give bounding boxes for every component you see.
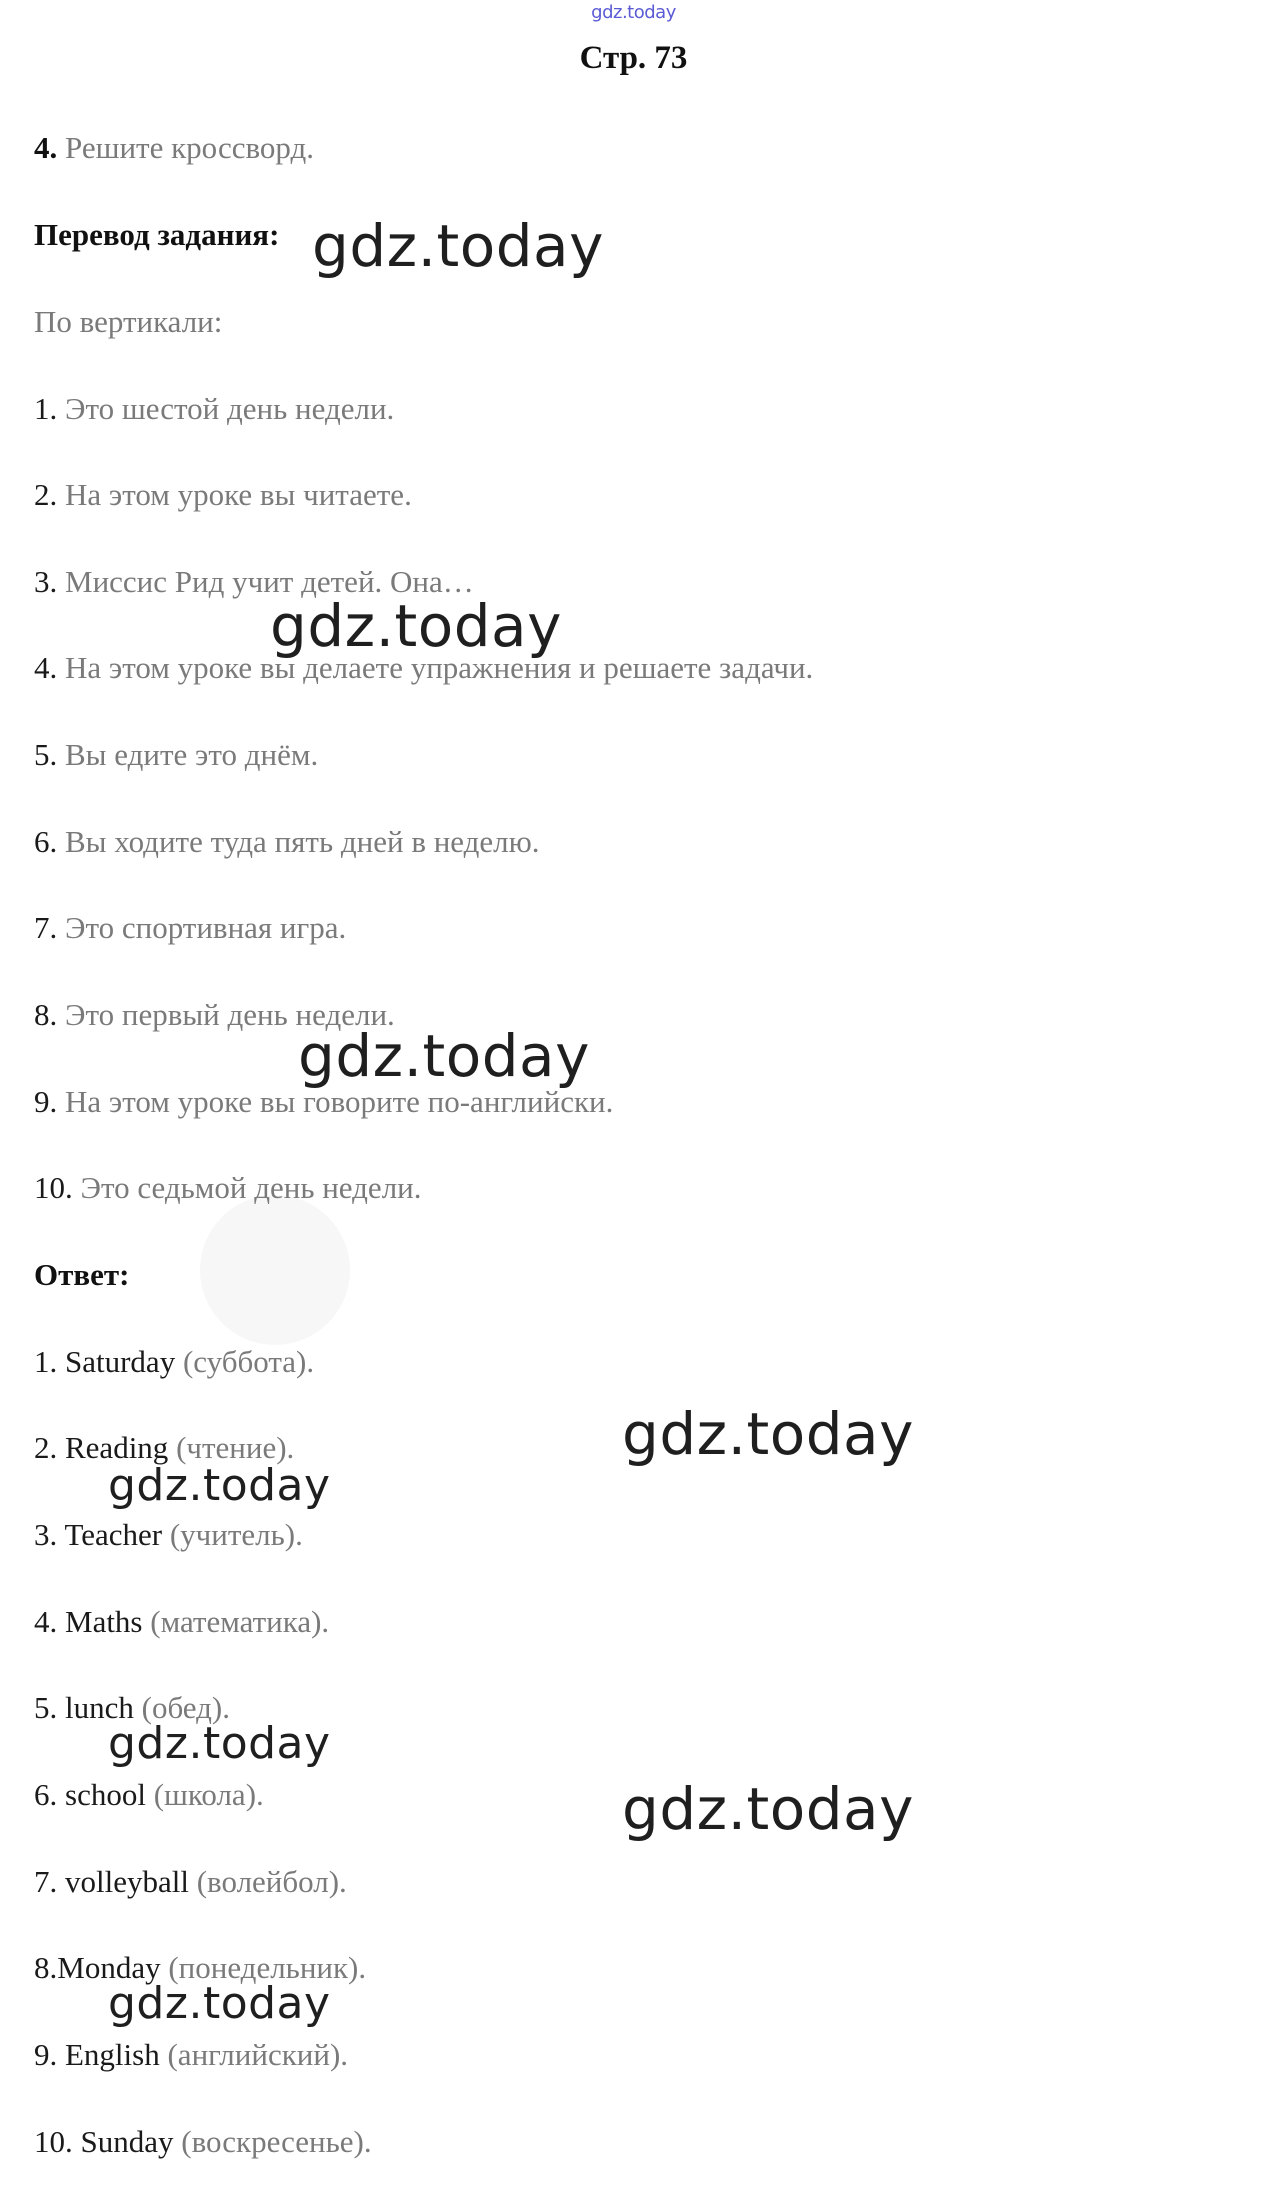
clue-text: Вы ходите туда пять дней в неделю. [57,824,540,859]
answer-translation: (суббота). [175,1344,315,1379]
clue-text: На этом уроке вы говорите по-английски. [57,1084,614,1119]
clue-text: Это седьмой день недели. [72,1170,422,1205]
clue-item [34,1168,422,1208]
page-title: Стр. 73 [579,40,688,76]
task-line [34,128,314,168]
answer-item [34,2035,348,2075]
clue-text: На этом уроке вы делаете упражнения и решаете задачи. [57,650,814,685]
clue-number: 6. [34,824,58,859]
answer-word: 3. Teacher [34,1517,163,1552]
clue-item [34,822,540,862]
answer-translation: (воскресенье). [173,2124,372,2159]
watermark: gdz.today [108,1718,331,1769]
answer-word: 10. Sunday [34,2124,174,2159]
watermark: gdz.today [622,1775,914,1843]
answer-word: 9. English [34,2037,160,2072]
clue-number: 7. [34,910,58,945]
answer-translation: (волейбол). [188,1864,347,1899]
answer-translation: (английский). [159,2037,349,2072]
answer-translation: (чтение). [168,1430,295,1465]
answer-word: 2. Reading [34,1430,169,1465]
clue-item [34,389,394,429]
top-watermark: gdz.today [591,2,676,23]
clue-number: 8. [34,997,58,1032]
answer-item [34,1862,347,1902]
clue-number: 5. [34,737,58,772]
watermark: gdz.today [298,1022,590,1090]
answer-word: 6. school [34,1777,146,1812]
clue-text: На этом уроке вы читаете. [57,477,412,512]
watermark: gdz.today [108,1978,331,2029]
answer-translation: (математика). [142,1604,330,1639]
answer-translation: (обед). [133,1690,231,1725]
vertical-heading: По вертикали: [34,304,223,339]
answer-word: 1. Saturday [34,1344,176,1379]
answer-item [34,2122,372,2162]
task-text: Решите кроссворд. [57,130,314,165]
clue-item [34,908,346,948]
translation-heading: Перевод задания: [34,217,280,252]
answer-word: 8.Monday [34,1950,161,1985]
clue-text: Это первый день недели. [57,997,395,1032]
clue-text: Миссис Рид учит детей. Она… [57,564,474,599]
answer-translation: (школа). [145,1777,264,1812]
watermark: gdz.today [108,1460,331,1511]
clue-text: Это шестой день недели. [57,391,395,426]
answer-heading: Ответ: [34,1257,130,1292]
clue-number: 9. [34,1084,58,1119]
clue-number: 3. [34,564,58,599]
watermark: gdz.today [622,1400,914,1468]
watermark: gdz.today [312,212,604,280]
background-stain [200,1195,350,1345]
clue-number: 2. [34,477,58,512]
answer-word: 5. lunch [34,1690,134,1725]
clue-number: 1. [34,391,58,426]
answer-word: 7. volleyball [34,1864,189,1899]
answer-translation: (понедельник). [160,1950,367,1985]
answer-item [34,1515,303,1555]
answer-translation: (учитель). [162,1517,303,1552]
answer-item [34,1342,314,1382]
task-number: 4. [34,130,58,165]
clue-item [34,475,412,515]
clue-number: 10. [34,1170,73,1205]
watermark: gdz.today [270,592,562,660]
answer-item [34,1602,329,1642]
answer-item [34,1775,264,1815]
answer-word: 4. Maths [34,1604,143,1639]
clue-text: Это спортивная игра. [57,910,347,945]
clue-number: 4. [34,650,58,685]
clue-text: Вы едите это днём. [57,737,319,772]
clue-item [34,735,318,775]
